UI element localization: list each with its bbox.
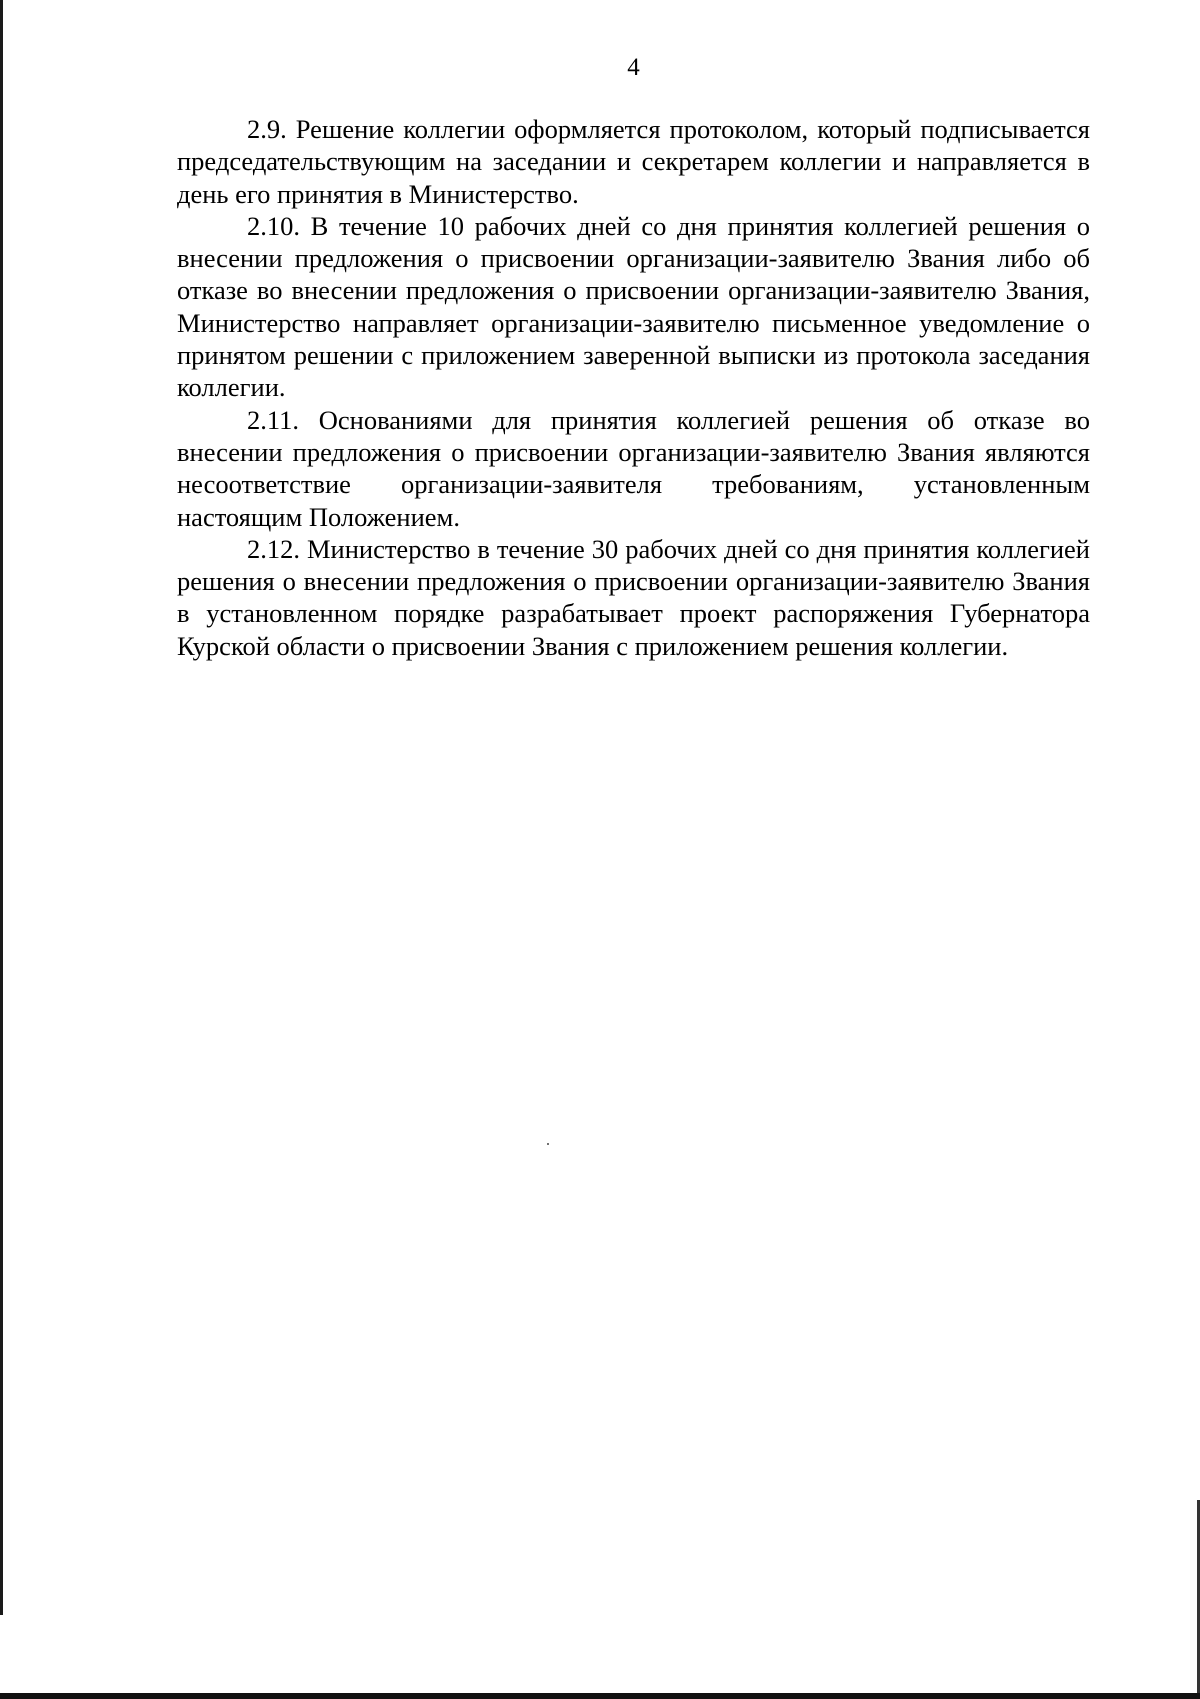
paragraph-2-10: 2.10. В течение 10 рабочих дней со дня принятия коллегией решения о внесении предложения о присвоении организации-заявителю Звания либо об отказе во внесении предложения о присвоении организации-заявителю Звания, Министерство направляет организации-заявителю письменное уведомление о принятом решении с приложением заверенной выписки из протокола заседания коллегии. — [177, 210, 1090, 403]
scan-edge-left — [0, 0, 3, 1615]
paragraph-2-12: 2.12. Министерство в течение 30 рабочих дней со дня принятия коллегией решения о внесении предложения о присвоении организации-заявителю Звания в установленном порядке разрабатывает проект распоряжения Губернатора Курской области о присвоении Звания с приложением решения коллегии. — [177, 533, 1090, 661]
paragraph-2-9: 2.9. Решение коллегии оформляется протоколом, который подписывается председательствующим на заседании и секретарем коллегии и направляется в день его принятия в Министерство. — [177, 114, 1090, 209]
page-number: 4 — [627, 54, 640, 81]
document-body — [177, 113, 1090, 662]
paragraph-2-11: 2.11. Основаниями для принятия коллегией решения об отказе во внесении предложения о присвоении организации-заявителю Звания являются несоответствие организации-заявителя требованиям, установленным настоящим Положением. — [177, 404, 1090, 532]
scan-speck — [547, 1143, 549, 1145]
scan-edge-bottom — [0, 1693, 1200, 1699]
